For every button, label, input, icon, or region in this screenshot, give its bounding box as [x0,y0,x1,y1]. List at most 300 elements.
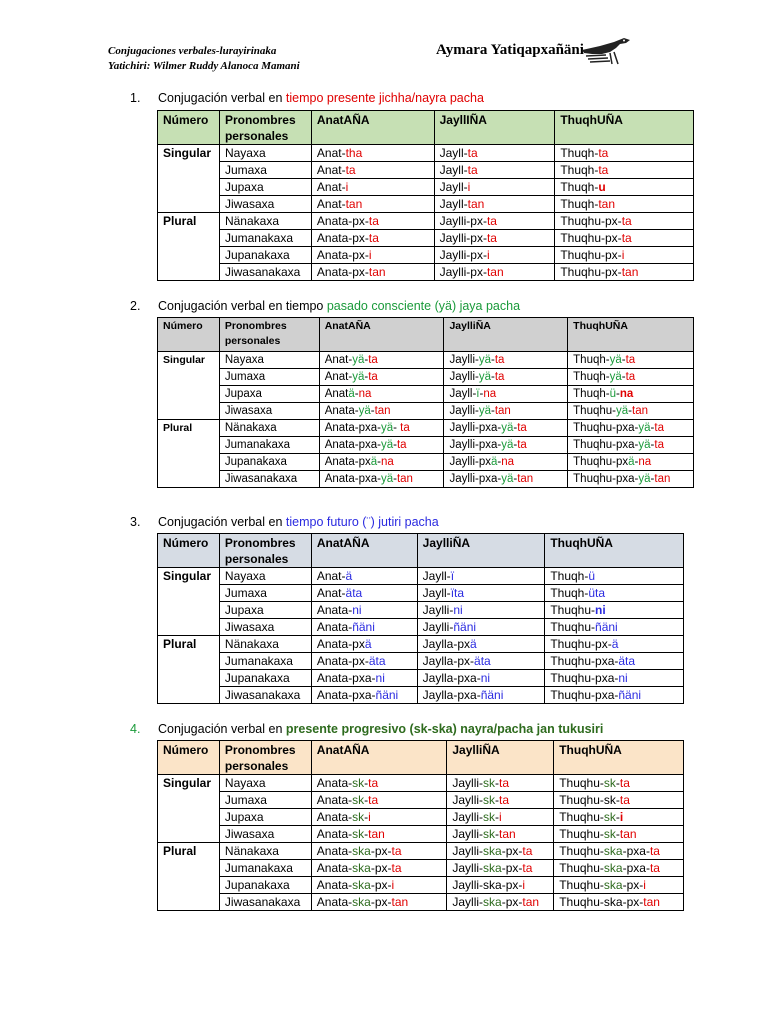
conjugation-cell [311,145,434,162]
suffix-segment: ta [467,146,478,160]
stem-segment: - [616,388,620,400]
suffix-segment: sk [352,776,365,790]
table-row [158,568,684,585]
stem-segment: Thuqh- [550,586,589,600]
stem-segment: Jayll- [439,180,468,194]
column-header: AnatAÑA [311,741,447,775]
suffix-segment: ä [364,637,372,651]
suffix-segment: ta [368,214,379,228]
conjugation-cell [555,247,694,264]
table-row [158,247,694,264]
conjugation-cell [545,568,684,585]
stem-segment: Thuqhu- [559,844,604,858]
stem-segment: Jayll- [422,586,451,600]
suffix-segment: tan [467,197,485,211]
pronoun-cell: Jiwasaxa [219,826,311,843]
stem-segment: Thuqhu-pxa- [573,439,639,451]
stem-segment: -pxa- [622,844,650,858]
pronoun-cell: Jiwasaxa [219,619,311,636]
group-cell [158,196,220,213]
column-header: ThuqhUÑA [554,741,684,775]
suffix-segment: ta [654,439,664,451]
stem-segment: - [650,439,655,451]
suffix-segment: sk [483,793,496,807]
conjugation-cell [545,636,684,653]
group-cell [158,403,220,420]
stem-segment: Thuqhu-pxa- [550,671,619,685]
group-cell [158,162,220,179]
group-cell [158,230,220,247]
suffix-segment: tan [368,265,386,279]
group-cell [158,602,220,619]
stem-segment: - [364,810,369,824]
suffix-segment: yä [638,439,651,451]
stem-segment: Thuqhu-pxa- [550,688,619,702]
stem-segment: - [490,354,495,366]
column-header: JayllIÑA [434,111,555,145]
conjugation-cell [434,145,555,162]
conjugation-cell [554,894,684,911]
conjugation-cell [311,213,434,230]
suffix-segment: ni [453,603,463,617]
suffix-segment: ï [450,569,455,583]
suffix-segment: ta [522,861,533,875]
suffix-segment: ska [483,861,502,875]
suffix-segment: ñäni [352,620,375,634]
suffix-segment: yä [478,371,491,383]
conjugation-cell [311,636,417,653]
table-row [158,196,694,213]
conjugation-cell [555,162,694,179]
conjugation-cell [417,602,545,619]
suffix-segment: ta [368,231,379,245]
stem-segment: Anata- [316,810,353,824]
stem-segment: Thuqhu-pxa- [550,654,619,668]
suffix-segment: ska [352,878,371,892]
suffix-segment: ta [499,793,510,807]
conjugation-cell [311,179,434,196]
pronoun-cell: Jumaxa [219,162,311,179]
suffix-segment: ta [400,422,410,434]
pronoun-cell: Nayaxa [219,775,311,792]
suffix-segment: tan [522,895,540,909]
column-header: JaylliÑA [447,741,554,775]
suffix-segment: ni [480,671,491,685]
suffix-segment: i [368,248,372,262]
conjugation-cell [417,636,545,653]
column-header: Número [158,741,220,775]
stem-segment: Jaylli- [452,827,484,841]
suffix-segment: ta [467,163,478,177]
conjugation-table-4 [157,740,684,911]
suffix-segment: ä [370,456,378,468]
section-title-plain: Conjugación verbal en [158,91,286,105]
section-title-plain: Conjugación verbal en tiempo [158,299,327,313]
column-header: ThuqhUÑA [545,534,684,568]
conjugation-cell [447,877,554,894]
stem-segment: -px- [622,878,644,892]
conjugation-cell [417,619,545,636]
conjugation-cell [555,145,694,162]
stem-segment: Jaylli-px- [439,248,487,262]
stem-segment: Jaylli- [422,620,454,634]
stem-segment: - [377,456,381,468]
conjugation-cell [545,619,684,636]
suffix-segment: ta [494,371,505,383]
conjugation-cell [554,877,684,894]
conjugation-cell [554,775,684,792]
section-title-4 [130,722,603,736]
conjugation-cell [555,230,694,247]
stem-segment: Jaylli- [452,810,484,824]
suffix-segment: äta [368,654,386,668]
conjugation-cell [554,809,684,826]
column-header: AnatAÑA [311,111,434,145]
stem-segment: Anata-px- [316,214,369,228]
stem-segment: Jaylli- [452,844,484,858]
stem-segment: Thuqhu-px- [560,248,622,262]
conjugation-cell [545,687,684,704]
stem-segment: -pxa- [622,861,650,875]
table-row [158,420,694,437]
group-label-plural: Plural [158,213,220,230]
conjugation-cell [319,471,444,488]
stem-segment: Jaylli-pxa- [449,473,502,485]
column-header: ThuqhUÑA [555,111,694,145]
stem-segment: Jaylla-px [422,637,471,651]
stem-segment: Anata- [316,827,353,841]
stem-segment: Jayll- [449,388,477,400]
pronoun-cell: Nänakaxa [219,213,311,230]
table-header-row [158,318,694,352]
group-cell [158,860,220,877]
stem-segment: Anat- [316,163,346,177]
stem-segment: Jaylli-px- [439,214,487,228]
table-row [158,230,694,247]
stem-segment: -px- [501,895,523,909]
table-row [158,670,684,687]
pronoun-cell: Jupanakaxa [219,670,311,687]
pronoun-cell: Jiwasaxa [219,196,311,213]
group-label-singular: Singular [158,775,220,792]
stem-segment: Anata- [324,405,359,417]
conjugation-cell [311,894,447,911]
column-header: AnatAÑA [319,318,444,352]
suffix-segment: na [380,456,394,468]
stem-segment: Anat- [316,197,346,211]
conjugation-cell [447,792,554,809]
group-cell [158,386,220,403]
suffix-segment: ñäni [595,620,618,634]
suffix-segment: ñäni [480,688,504,702]
table-row [158,352,694,369]
stem-segment: - [513,422,518,434]
conjugation-cell [555,179,694,196]
group-cell [158,826,220,843]
conjugation-cell [311,196,434,213]
pronoun-cell: Jumaxa [219,585,311,602]
stem-segment: - [495,793,500,807]
section-title-colored: presente progresivo (sk-ska) nayra/pacha jan tukusiri [285,722,604,736]
suffix-segment: ska [352,861,371,875]
table-row [158,843,684,860]
group-label-plural: Plural [158,420,220,437]
conjugation-cell [311,619,417,636]
group-label-singular: Singular [158,568,220,585]
suffix-segment: ska [352,844,371,858]
conjugation-cell [311,162,434,179]
suffix-segment: ta [486,231,497,245]
stem-segment: - [513,473,518,485]
suffix-segment: ta [368,354,378,366]
conjugation-cell [319,403,444,420]
conjugation-cell [555,196,694,213]
section-title-colored: pasado consciente (yä) jaya pacha [326,299,521,313]
suffix-segment: ta [368,776,379,790]
group-cell [158,585,220,602]
conjugation-cell [311,585,417,602]
suffix-segment: u [598,180,606,194]
suffix-segment: yä [501,473,514,485]
suffix-segment: ñäni [375,688,399,702]
suffix-segment: yä [380,439,394,451]
suffix-segment: sk [483,827,496,841]
suffix-segment: ta [517,422,527,434]
suffix-segment: ta [654,422,664,434]
conjugation-cell [417,653,545,670]
pronoun-cell: Jupaxa [219,809,311,826]
suffix-segment: yä [609,371,622,383]
conjugation-cell [545,585,684,602]
suffix-segment: ïta [450,586,465,600]
group-cell [158,894,220,911]
suffix-segment: na [619,388,634,400]
stem-segment: Jaylli-pxa- [449,439,502,451]
stem-segment: Anata- [316,620,353,634]
stem-segment: Thuqhu- [559,810,604,824]
section-title-plain: Conjugación verbal en [158,722,286,736]
stem-segment: Thuqhu- [559,861,604,875]
suffix-segment: i [486,248,490,262]
stem-segment: - [495,810,500,824]
document-header [108,44,300,74]
column-header: Número [158,534,220,568]
suffix-segment: sk [603,827,616,841]
suffix-segment: yä [478,405,491,417]
conjugation-cell [434,162,555,179]
pronoun-cell: Nänakaxa [219,636,311,653]
suffix-segment: ta [619,793,630,807]
stem-segment: Anata- [316,793,353,807]
conjugation-cell [311,602,417,619]
suffix-segment: sk [483,776,496,790]
stem-segment: Anat- [316,180,346,194]
stem-segment: Jaylli- [452,861,484,875]
stem-segment: Anata-px [324,456,371,468]
suffix-segment: tan [345,197,363,211]
suffix-segment: ñäni [453,620,477,634]
stem-segment: - [650,422,655,434]
suffix-segment: ä [490,456,498,468]
stem-segment: - [634,456,639,468]
column-header: ThuqhUÑA [568,318,694,352]
table-row [158,636,684,653]
conjugation-cell [447,809,554,826]
suffix-segment: üta [588,586,606,600]
table-row [158,775,684,792]
conjugation-cell [554,843,684,860]
conjugation-cell [311,792,447,809]
suffix-segment: ü [588,569,596,583]
pronoun-cell: Jumanakaxa [219,230,311,247]
suffix-segment: äta [474,654,491,668]
conjugation-cell [417,687,545,704]
stem-segment: -px- [370,861,392,875]
conjugation-cell [447,894,554,911]
pronoun-cell: Jiwasaxa [219,403,319,420]
suffix-segment: sk [603,776,616,790]
pronoun-cell: Jumanakaxa [219,437,319,454]
stem-segment: Anata-pxa- [316,671,376,685]
stem-segment: Anata-px [316,637,365,651]
conjugation-cell [311,670,417,687]
stem-segment: Thuqhu-px- [560,214,622,228]
conjugation-cell [319,437,444,454]
stem-segment: -px- [370,878,392,892]
suffix-segment: tan [632,405,648,417]
stem-segment: Anata- [316,776,353,790]
stem-segment: Anata- [316,895,353,909]
section-number: 3. [130,515,141,529]
stem-segment: - [615,810,620,824]
stem-segment: - [628,405,632,417]
pronoun-cell: Jumaxa [219,369,319,386]
header-line-1: Conjugaciones verbales-lurayirinaka [108,45,277,57]
column-header: Pronombres personales [219,318,319,352]
stem-segment: Thuqh- [560,180,599,194]
suffix-segment: ta [499,776,510,790]
group-cell [158,471,220,488]
suffix-segment: yä [352,354,365,366]
suffix-segment: yä [638,473,651,485]
group-cell [158,264,220,281]
stem-segment: - [354,388,359,400]
conjugation-cell [311,809,447,826]
stem-segment: Thuqhu-pxa- [573,473,639,485]
conjugation-cell [444,352,568,369]
stem-segment: - [490,371,495,383]
suffix-segment: tan [621,265,639,279]
conjugation-cell [447,826,554,843]
column-header: Pronombres personales [219,111,311,145]
group-label-plural: Plural [158,843,220,860]
pronoun-cell: Jupaxa [219,179,311,196]
suffix-segment: ta [649,844,660,858]
group-cell [158,369,220,386]
group-cell [158,809,220,826]
conjugation-cell [555,264,694,281]
conjugation-cell [311,826,447,843]
conjugation-cell [434,264,555,281]
pronoun-cell: Nayaxa [219,352,319,369]
conjugation-cell [311,775,447,792]
section-title-2 [130,299,520,313]
pronoun-cell: Jiwasanakaxa [219,471,319,488]
suffix-segment: ä [345,569,353,583]
table-row [158,619,684,636]
stem-segment: Jayll- [439,146,468,160]
group-cell [158,179,220,196]
stem-segment: Jaylli- [449,354,479,366]
stem-segment: Thuqhu-px [573,456,629,468]
suffix-segment: ï [476,388,480,400]
conjugation-cell [311,230,434,247]
suffix-segment: ska [352,895,371,909]
pronoun-cell: Jupanakaxa [219,247,311,264]
conjugation-cell [444,369,568,386]
stem-segment: - [650,473,655,485]
pronoun-cell: Jiwasanakaxa [219,264,311,281]
pronoun-cell: Nänakaxa [219,420,319,437]
stem-segment: Jayll- [439,197,468,211]
suffix-segment: tha [345,146,363,160]
stem-segment: - [479,388,484,400]
suffix-segment: sk [483,810,496,824]
stem-segment: - [364,354,369,366]
section-number: 2. [130,299,141,313]
stem-segment: Anat- [316,586,346,600]
table-row [158,264,694,281]
stem-segment: - [615,776,620,790]
suffix-segment: ni [375,671,385,685]
conjugation-cell [447,860,554,877]
stem-segment: Anata-px- [316,248,369,262]
table-row [158,602,684,619]
stem-segment: Jaylli-ska-px- [452,878,523,892]
conjugation-cell [319,369,444,386]
suffix-segment: ta [368,793,379,807]
stem-segment: Jaylli- [452,776,484,790]
suffix-segment: ta [345,163,356,177]
suffix-segment: i [643,878,646,892]
suffix-segment: ta [625,354,636,366]
suffix-segment: na [638,456,652,468]
suffix-segment: ñäni [618,688,642,702]
conjugation-cell [545,602,684,619]
suffix-segment: yä [609,354,622,366]
section-title-1 [130,91,484,105]
suffix-segment: ta [619,776,630,790]
suffix-segment: ta [522,844,533,858]
stem-segment: Jaylli- [422,603,454,617]
stem-segment: Anata-pxa- [324,422,381,434]
suffix-segment: tan [517,473,534,485]
suffix-segment: tan [486,265,504,279]
conjugation-cell [417,670,545,687]
group-cell [158,653,220,670]
group-label-singular: Singular [158,352,220,369]
suffix-segment: yä [616,405,629,417]
table-row [158,809,684,826]
stem-segment: - [364,776,369,790]
conjugation-cell [555,213,694,230]
section-number: 4. [130,722,141,736]
column-header: JaylliÑA [444,318,568,352]
stem-segment: Jaylli-px- [439,265,487,279]
table-row [158,454,694,471]
section-title-colored: tiempo futuro (¨) jutiri pacha [285,515,439,529]
table-row [158,860,684,877]
